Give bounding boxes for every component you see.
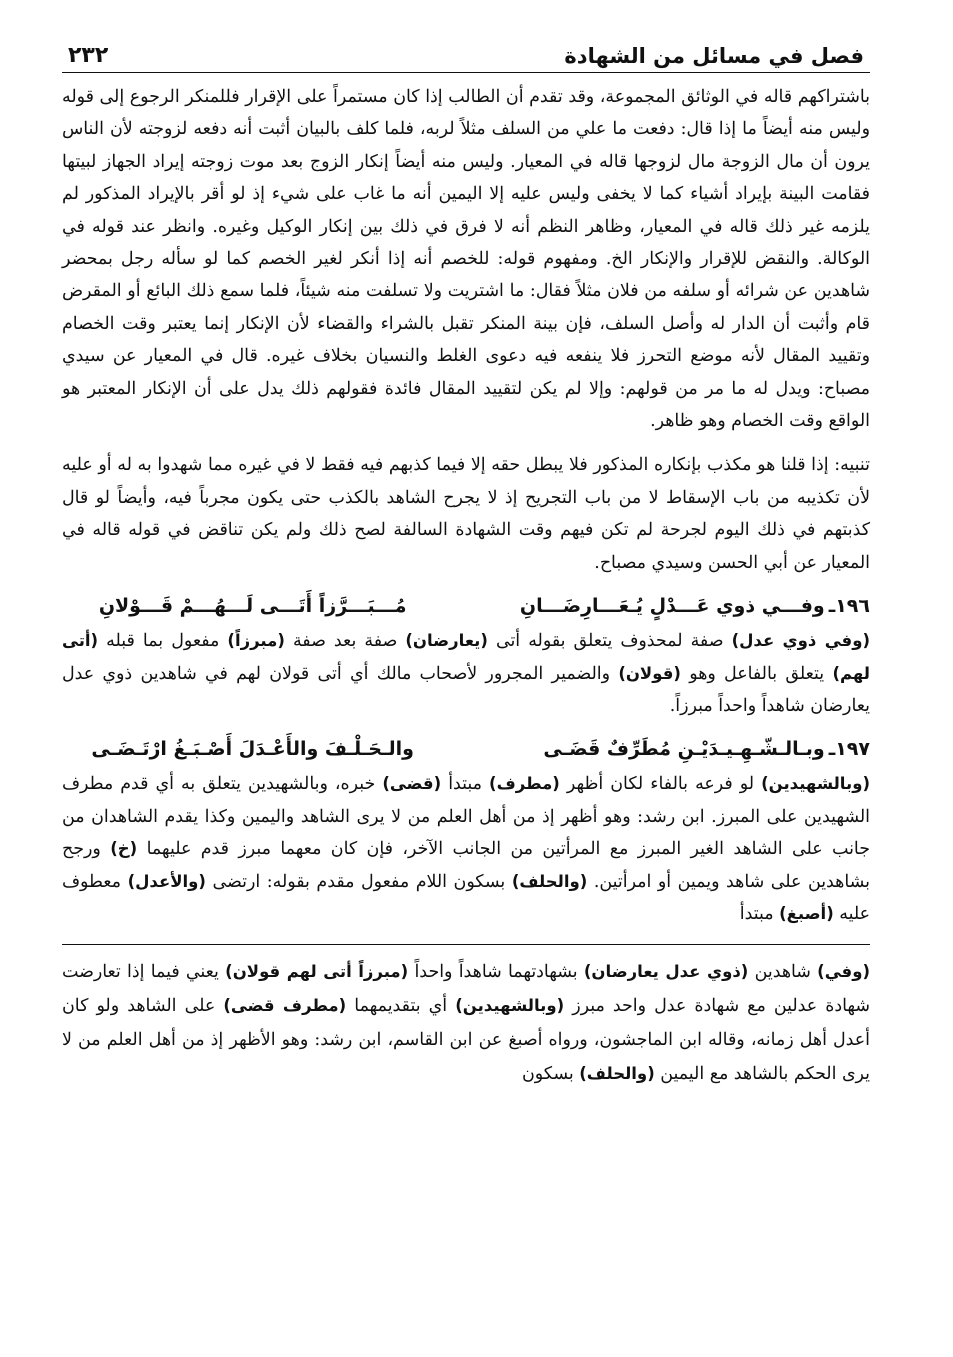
- page-number: ٢٣٢: [68, 43, 109, 68]
- footnote-term: (والحلف): [579, 1064, 655, 1084]
- commentary-term: (يعارضان): [405, 631, 488, 651]
- footnote-paragraph: [62, 955, 870, 1091]
- commentary-term: (مبرزاً): [227, 631, 285, 651]
- running-head: [62, 30, 870, 73]
- running-title: فصل في مسائل من الشهادة: [564, 44, 864, 68]
- commentary-text: مفعول بما قبله: [98, 631, 228, 652]
- commentary-text: صفة لمحذوف يتعلق بقوله أتى: [487, 631, 732, 652]
- footnote-text: على الشاهد ولو كان أعدل أهل زمانه، وقاله ابن الماجشون، ورواه أصبغ عن ابن القاسم، ابن رشد: وهو الأظهر إذ من أهل العلم من لا يرى الحكم بالشاهد مع اليمين: [62, 996, 870, 1085]
- verse-first-hemistich: وفـــي ذوي عَـــدْلٍ يُـعَـــارِضَـــانِ: [519, 595, 825, 618]
- commentary-text: بسكون اللام مفعول مقدم بقوله: ارتضى: [205, 871, 512, 892]
- commentary-text: والضمير المجرور لأصحاب مالك أي أتى قولان لهم في شاهدين ذوي عدل يعارضان شاهداً واحداً مبرزاً.: [62, 663, 870, 716]
- verse-second-hemistich: مُـــبَـــرَّزاً أَتَـــى لَـــهُـــمْ قَـــوْلانِ: [98, 595, 407, 618]
- page: [62, 30, 870, 1340]
- footnote-section: [62, 955, 870, 1091]
- paragraph-1: باشتراكهم قاله في الوثائق المجموعة، وقد تقدم أن الطالب إذا كان مستمراً على الإقرار فللمنكر الرجوع إلى قوله وليس منه أيضاً ما إذا قال: دفعت ما علي من السلف مثلاً لربه، فلما كلف بالبيان أثبت أنه دفعه لزوجته لأن الناس يرون أن مال الزوجة مال لزوجها قاله في المعيار. وليس منه أيضاً إنكار الزوج بعد موت زوجته إيراد الجهاز لبيتها فقامت البينة بإيراد أشياء كما لا يخفى وليس عليه إلا اليمين أنه ما غاب على شيء إذ لو أقر بالإيراد المذكور لم يلزمه غير ذلك قاله في المعيار، وظاهر النظم أنه لا فرق في ذلك بين إنكار الوكيل وغيره. وانظر عند قوله في الوكالة. والنقض للإقرار والإنكار الخ. ومفهوم قوله: للخصم أنه إذا أنكر لغير الخصم كما لو سأله رجل بمحضر شاهدين عن شرائه أو سلفه من فلان مثلاً فقال: ما اشتريت ولا تسلفت منه شيئاً، فلما سمع ذلك البائع أو المقرض قام وأثبت أن الدار له وأصل السلف، فإن بينة المنكر تقبل بالشراء والقضاء لأن الإنكار إنما يعتبر وقت الخصام وتقييد المقال لأنه موضع التحرز فلا ينفعه فيه دعوى الغلط والنسيان بخلاف غيره. قال في المعيار عن سيدي مصباح: ويدل له ما مر من قولهم: وإلا لم يكن لتقييد المقال فائدة فقولهم ذلك يدل على أن الإنكار المعتبر هو الواقع وقت الخصام وهو ظاهر.: [62, 87, 870, 432]
- commentary-term: (خ): [110, 839, 138, 859]
- commentary-text: مبتدأ: [441, 774, 490, 795]
- footnote-text: بسكون: [522, 1064, 580, 1085]
- verse-number: ١٩٧ـ: [828, 738, 870, 761]
- commentary-term: (مطرف): [489, 774, 560, 794]
- verse-first-hemistich: وبـالـشّـهِـيـدَيْـنِ مُطَرِّفٌ قَضَـى: [543, 738, 825, 761]
- footnote-text: يعني فيما إذا تعارضت شهادة عدلين مع شهادة عدل واحد مبرز: [62, 962, 870, 1017]
- main-text: [62, 81, 870, 930]
- commentary-text: ورجح بشاهدين على شاهد ويمين أو امرأتين.: [62, 839, 871, 892]
- commentary-text: خبره، وبالشهيدين يتعلق به أي قدم مطرف الشهيدين على المبرز. ابن رشد: وهو أظهر إذ من أهل العلم من لا يرى الشاهد واليمين وكذا يقدم الشاهدان من جانب على الشاهد الغير المبرز مع المرأتين من الجانب الآخر، فإن كان معهما مبرز قدم عليهما: [62, 774, 870, 860]
- commentary-term: (قضى): [382, 774, 442, 794]
- footnote-term: (وبالشهيدين): [455, 996, 565, 1016]
- commentary-text: معطوف عليه: [62, 871, 870, 924]
- verse-number: ١٩٦ـ: [828, 595, 870, 618]
- footnote-divider: [62, 944, 870, 945]
- paragraph-tanbih: تنبيه: إذا قلنا هو مكذب بإنكاره المذكور فلا يبطل حقه إلا فيما كذبهم فيه فقط لا في غيره مما شهدوا به له أو عليه لأن تكذيبه من باب الإسقاط لا من باب التجريح إذ لا يجرح الشاهد بالكذب حتى يكون مجرباً فيه، وأيضاً لو قال كذبتهم في ذلك اليوم لجرحة لم تكن فيهم وقت الشهادة السالفة لصح ذلك ولم يكن تناقض في قوله قاله في المعيار عن أبي الحسن وسيدي مصباح.: [62, 455, 870, 573]
- footnote-text: بشهادتهما شاهداً واحداً: [408, 962, 584, 983]
- commentary-term: (أصبغ): [779, 903, 834, 923]
- footnote-term: (مطرف قضى): [223, 996, 347, 1016]
- commentary-text: مبتدأ: [739, 903, 780, 924]
- commentary-term: (والحلف): [511, 871, 588, 891]
- footnote-term: (ذوي عدل يعارضان): [583, 962, 749, 982]
- commentary-197: [62, 768, 870, 930]
- verse-197: [62, 730, 870, 768]
- commentary-term: (قولان): [618, 663, 681, 683]
- verse-196: [62, 587, 870, 625]
- footnote-text: أي بتقديمهما: [346, 996, 456, 1017]
- commentary-text: صفة بعد صفة: [284, 631, 406, 652]
- commentary-196: [62, 625, 870, 722]
- footnote-term: (مبرزاً أتى لهم قولان): [225, 962, 409, 982]
- commentary-term: (وفي ذوي عدل): [731, 631, 870, 651]
- commentary-term: (أتى لهم): [62, 631, 871, 683]
- verse-second-hemistich: والـحَـلْـفَ والأَعْـدَلَ أَصْـبَـغُ ارْتَـضَـى: [91, 738, 414, 761]
- commentary-text: يتعلق بالفاعل وهو: [680, 663, 833, 684]
- commentary-term: (وبالشهيدين): [761, 774, 870, 794]
- footnote-term: (وفي): [817, 962, 870, 982]
- footnote-text: شاهدين: [748, 962, 818, 983]
- commentary-text: لو فرعه بالفاء لكان أظهر: [559, 774, 762, 795]
- commentary-term: (والأعدل): [127, 871, 206, 891]
